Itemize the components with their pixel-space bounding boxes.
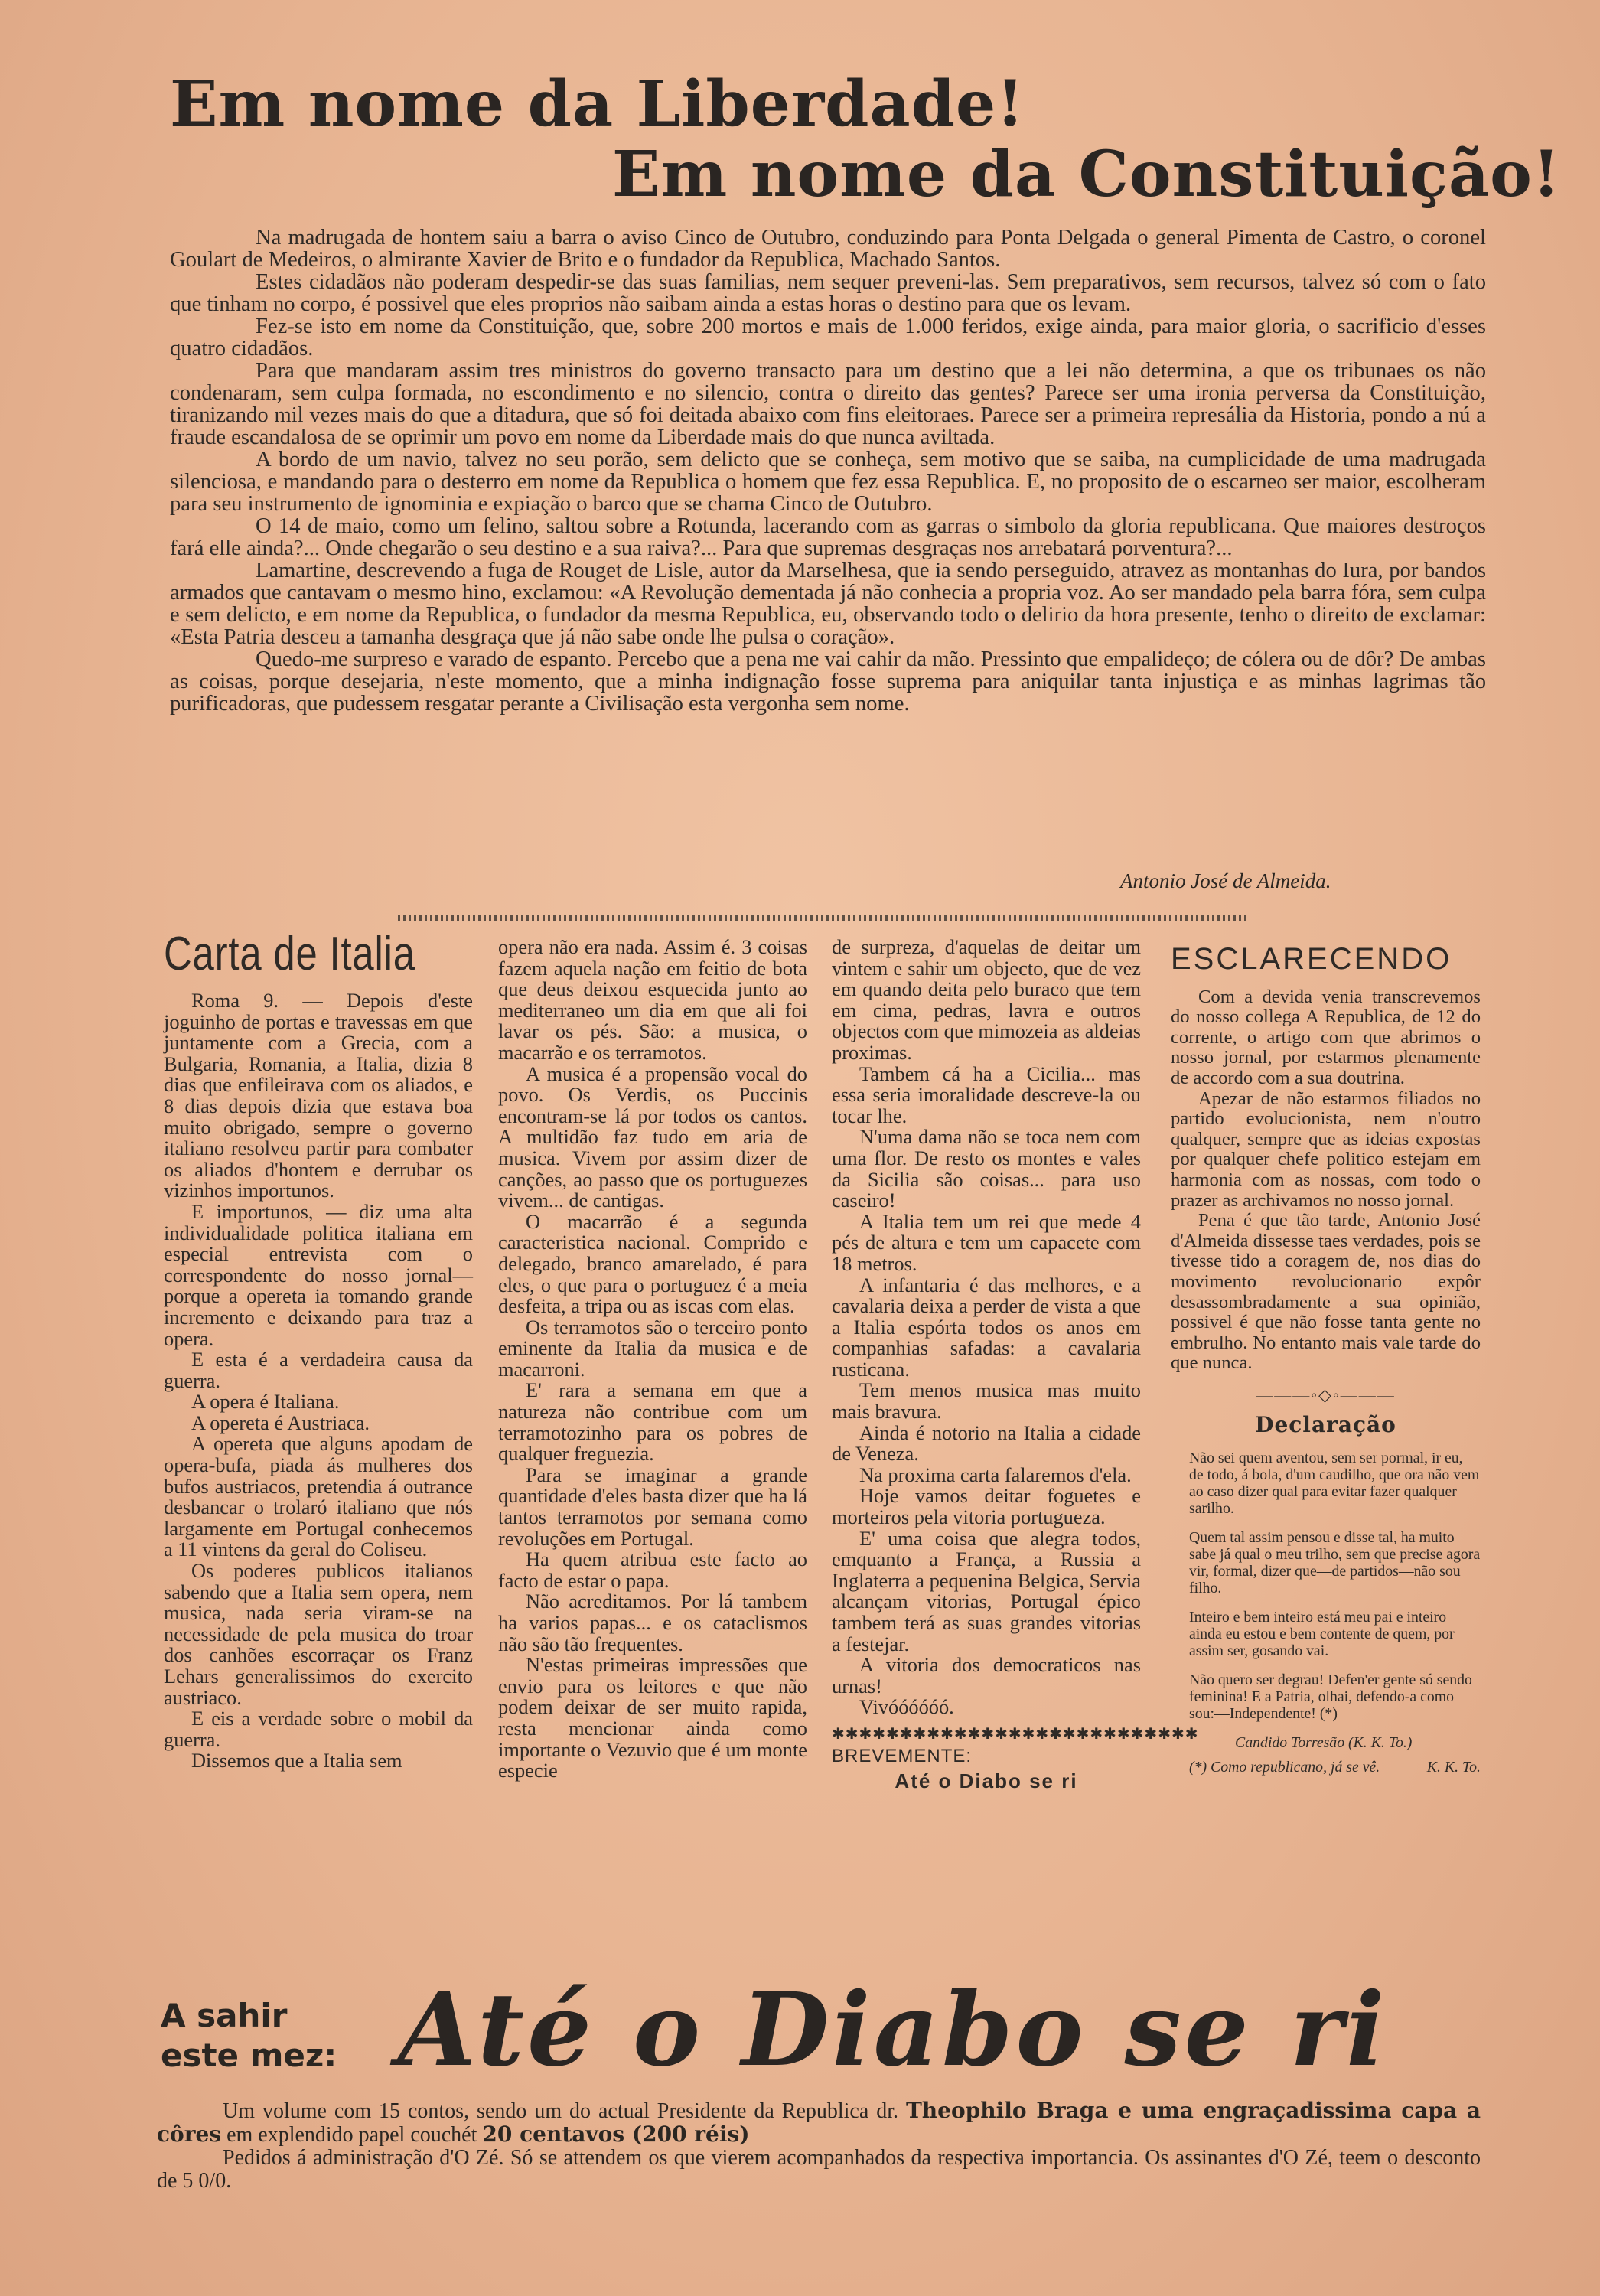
poem-footnote-row [1189,1759,1481,1776]
carta-paragraph: Na proxima carta falaremos d'ela. [859,1463,1132,1486]
carta-paragraph: N'uma dama não se toca nem com uma flor. De resto os montes e vales da Sicilia são coisas... para uso caseiro! [832,1125,1141,1212]
ad-text-1: Um volume com 15 contos, sendo um do actual Presidente da Republica dr. [223,2099,899,2123]
carta-paragraph: A opera é Italiana. [191,1390,340,1414]
carta-paragraph: E eis a verdade sobre o mobil da guerra. [164,1707,473,1751]
esclarecendo-body [1171,987,1481,1374]
poem-footnote-signature: K. K. To. [1426,1759,1481,1776]
carta-column-1 [164,928,473,1772]
ad-body [157,2099,1481,2193]
ate-o-diabo-teaser: Até o Diabo se ri [895,1769,1078,1793]
carta-paragraph: Hoje vamos deitar foguetes e morteiros pela vitoria portugueza. [832,1484,1141,1529]
ad-line-1 [157,2099,1481,2147]
ad-author-name: Theophilo Braga e uma engraçadissima capa a côres [157,2098,1481,2147]
esclarecendo-column [1171,942,1481,1776]
lead-paragraph: Para que mandaram assim tres ministros do governo transacto para um destino que a lei não determina, a que os tribunaes os não condenaram, sem culpa formada, no escondimento e no silencio, contra o direito das gentes? Parece ser uma ironia perversa da Constituição, tiranizando mil vezes mais do que a ditadura, que só foi deitada abaixo com fins eleitoraes. Parece ser a primeira represália da Historia, pondo a nú a fraude escandalosa de se oprimir um povo em nome da Liberdade mais do que nunca aviltada. [170,359,1486,449]
carta-paragraph: E' rara a semana em que a natureza não contribue com um terramotozinho para os pobres de qualquer freguezia. [498,1378,807,1466]
carta-paragraph: Tambem cá ha a Cicilia... mas essa seria imoralidade descreve-la ou tocar lhe. [832,1062,1141,1127]
esclarecendo-paragraph: Com a devida venia transcrevemos do nosso collega A Republica, de 12 do corrente, o artigo com que abrimos o nosso jornal, por estarmos plenamente de accordo com a sua doutrina. [1171,986,1481,1088]
poem-stanza: Não sei quem aventou, sem ser pormal, ir eu, de todo, á bola, d'um caudilho, que ora não vem ao caso dizer qual para evitar fazer qualquer sarilho. [1189,1450,1480,1518]
carta-paragraph: A infantaria é das melhores, e a cavalaria deixa a perder de vista a que a Italia espórta todos os anos em companhias safadas: a cavalaria rusticana. [832,1273,1141,1381]
stars-divider: ✱✱✱✱✱✱✱✱✱✱✱✱✱✱✱✱✱✱✱✱✱✱✱✱✱✱✱ [832,1725,1199,1743]
carta-paragraph: A vitoria dos democraticos nas urnas! [832,1653,1141,1698]
ornament-divider: ———◦◇◦——— [1256,1384,1396,1404]
ad-title: Até o Diabo se ri [398,1971,1388,2089]
carta-paragraph: A opereta que alguns apodam de opera-bufa, piada ás mulheres dos bufos austriacos, pretendia á outrance desbancar o trolaró italiano que nós largamente em Portugal conhecemos a 11 vintens da geral do Coliseu. [164,1432,473,1561]
carta-paragraph: de surpreza, d'aquelas de deitar um vintem e sahir um objecto, que de vez em quando deita pelo buraco que tem em cima, pedras, lavra e outros objectos com que mimozeia as aldeias proximas. [832,935,1141,1064]
carta-paragraph: Tem menos musica mas muito mais bravura. [832,1378,1141,1424]
section-divider [398,915,1247,921]
carta-paragraph: E' uma coisa que alegra todos, emquanto a França, a Russia a Inglaterra a pequenina Belgica, Servia alcançam vitorias, Portugal épico tambem terá as suas grandes vitorias a festejar. [832,1526,1141,1655]
poem-footnote: (*) Como republicano, já se vê. [1189,1759,1380,1776]
ad-release-label [161,1996,337,2076]
lead-paragraph: Fez-se isto em nome da Constituição, que, sobre 200 mortos e mais de 1.000 feridos, exige ainda, para maior gloria, o sacrificio d'esses quatro cidadãos. [170,315,1486,360]
headline-line-2: Em nome da Constituição! [612,138,1561,211]
carta-paragraph: A opereta é Austriaca. [191,1411,370,1434]
ad-line-2: Pedidos á administração d'O Zé. Só se attendem os que vierem acompanhados da respectiva importancia. Os assinantes d'O Zé, teem o desconto de 5 0/0. [157,2146,1481,2193]
poem-stanza: Quem tal assim pensou e disse tal, ha muito sabe já qual o meu trilho, sem que precise agora vir, formal, dizer que—de partidos—não sou filho. [1189,1529,1481,1597]
lead-paragraph: Na madrugada de hontem saiu a barra o aviso Cinco de Outubro, conduzindo para Ponta Delgada o general Pimenta de Castro, o coronel Goulart de Medeiros, o almirante Xavier de Brito e o fundador da Republica, Machado Santos. [170,226,1486,272]
carta-paragraph: Não acreditamos. Por lá tambem ha varios papas... e os cataclismos não são tão frequentes. [498,1590,807,1655]
declaracao-poem [1189,1450,1481,1776]
carta-paragraph: E esta é a verdadeira causa da guerra. [164,1348,473,1392]
carta-title: Carta de Italia [164,928,415,980]
carta-paragraph: E importunos, — diz uma alta individualidade politica italiana em especial entrevista com o correspondente do nosso jornal—porque a opereta ia tomando grande incremento e deixando para traz a opera. [164,1199,473,1350]
carta-paragraph: Para se imaginar a grande quantidade d'eles basta dizer que ha lá tantos terramotos por semana como revoluções em Portugal. [498,1463,807,1550]
carta-paragraph: Dissemos que a Italia sem [191,1749,402,1773]
lead-article [170,227,1486,715]
poem-stanza: Não quero ser degrau! Defen'er gente só sendo feminina! E a Patria, olhai, defendo-a como sou:—Independente! (*) [1189,1671,1472,1723]
esclarecendo-paragraph: Apezar de não estarmos filiados no partido evolucionista, nem n'outro qualquer, sempre que as ideias expostas por qualquer chefe politico estejam em harmonia com as nossas, com todo o prazer as archivamos no nosso jornal. [1171,1088,1481,1211]
carta-paragraph: A Italia tem um rei que mede 4 pés de altura e tem um capacete com 18 metros. [832,1209,1141,1275]
declaracao-title: Declaração [1255,1412,1396,1438]
ad-text-1b: em explendido papel couchét [226,2123,477,2147]
esclarecendo-paragraph: Pena é que tão tarde, Antonio José d'Almeida dissesse taes verdades, pois se tivesse tido a coragem de, nos dias do movimento revolucionario expôr desassombradamente a sua opinião, possivel é que não fosse tanta gente no embrulho. No entanto mais vale tarde do que nunca. [1171,1210,1481,1374]
lead-paragraph: O 14 de maio, como um felino, saltou sobre a Rotunda, lacerando com as garras o simbolo da gloria republicana. Que maiores destroços fará elle ainda?... Onde chegarão o seu destino e a sua raiva?... Para que supremas desgraças nos arrebatará porventura?... [170,514,1486,560]
ad-a-sahir: A sahir [161,1997,288,2034]
carta-paragraph: N'estas primeiras impressões que envio para os leitores e que não podem deixar de ser muito rapida, resta mencionar ainda como importante o Vezuvio que é um monte especie [498,1653,807,1782]
carta-column-2 [498,937,807,1782]
lead-paragraph: Quedo-me surpreso e varado de espanto. Percebo que a pena me vai cahir da mão. Pressinto que empalideço; de cólera ou de dôr? De ambas as coisas, porque desejaria, n'este momento, que a minha indignação fosse suprema para aniquilar tanta injustiça e as minhas lagrimas tão purificadoras, que pudessem resgatar perante a Civilisação esta vergonha sem nome. [170,647,1486,716]
poem-author: Candido Torresão (K. K. To.) [1235,1734,1413,1752]
carta-paragraph: Os poderes publicos italianos sabendo que a Italia sem opera, nem musica, nada seria viram-se na necessidade de pela musica do troar dos canhões escorraçar os Franz Lehars generalissimos do exercito austriaco. [164,1559,473,1709]
carta-paragraph: A musica é a propensão vocal do povo. Os Verdis, os Puccinis encontram-se lá por todos os cantos. A multidão faz tudo em aria de musica. Vivem por assim dizer de canções, ao passo que os portuguezes vivem... de cantigas. [498,1062,807,1212]
carta-paragraph: Os terramotos são o terceiro ponto eminente da Italia da musica e de macarroni. [498,1315,807,1381]
headline-line-1: Em nome da Liberdade! [170,67,1025,141]
carta-paragraph: Vivóóóóóó. [859,1695,954,1719]
carta-paragraph: opera não era nada. Assim é. 3 coisas fazem aquela nação em feitio de bota que deus deixou esquecida junto ao mediterraneo um dia em que ali foi lavar os pés. São: a musica, o macarrão e os terramotos. [498,935,807,1064]
carta-column-3 [832,935,1199,1793]
esclarecendo-title: ESCLARECENDO [1171,942,1452,976]
lead-paragraph: A bordo de um navio, talvez no seu porão, sem delicto que se conheça, sem motivo que se saiba, na cumplicidade de uma madrugada silenciosa, e mandando para o desterro em nome da Republica o homem que fez essa Republica. E, no proposito de o escarneo ser maior, escolheram para seu instrumento de ignominia e expiação o barco que se chama Cinco de Outubro. [170,448,1486,516]
ad-price: 20 centavos (200 réis) [482,2122,750,2147]
poem-stanza: Inteiro e bem inteiro está meu pai e inteiro ainda eu estou e bem contente de quem, por assim ser, gosando vai. [1189,1609,1455,1660]
carta-paragraph: O macarrão é a segunda caracteristica nacional. Comprido e delegado, branco amarelado, é para eles, o que para o portuguez é a meia desfeita, a tripa ou as iscas com elas. [498,1209,807,1318]
brevemente-label: BREVEMENTE: [832,1745,973,1766]
carta-paragraph: Ainda é notorio na Italia a cidade de Veneza. [832,1420,1141,1466]
ad-este-mez: este mez: [161,2037,337,2074]
carta-paragraph: Ha quem atribua este facto ao facto de estar o papa. [498,1548,807,1592]
lead-paragraph: Lamartine, descrevendo a fuga de Rouget de Lisle, autor da Marselhesa, que ia sendo perseguido, atravez as montanhas do Iura, por bandos armados que cantavam o mesmo hino, exclamou: «A Revolução dementada já não conhecia a propria voz. Ao ser mandado pela barra fóra, sem culpa e sem delicto, e em nome da Republica, o fundador da mesma Republica, eu, observando todo o delirio da hora presente, tenho o direito de exclamar: «Esta Patria desceu a tamanha desgraça que já não sabe onde lhe pulsa o coração». [170,559,1486,649]
carta-paragraph: Roma 9. — Depois d'este joguinho de portas e travessas em que juntamente com a Grecia, com a Bulgaria, Romania, a Italia, dizia 8 dias que enfileirava com os aliados, e 8 dias depois dizia que estava boa muito obrigado, sempre o governo italiano resolveu partir para combater os aliados d'hontem e derrubar os vizinhos importunos. [164,989,473,1202]
lead-signature: Antonio José de Almeida. [1120,869,1331,892]
lead-paragraph: Estes cidadãos não poderam despedir-se das suas familias, nem sequer preveni-las. Sem preparativos, sem recursos, talvez só com o fato que tinham no corpo, é possivel que eles proprios não saibam ainda a estas horas o destino para que os levam. [170,270,1486,316]
